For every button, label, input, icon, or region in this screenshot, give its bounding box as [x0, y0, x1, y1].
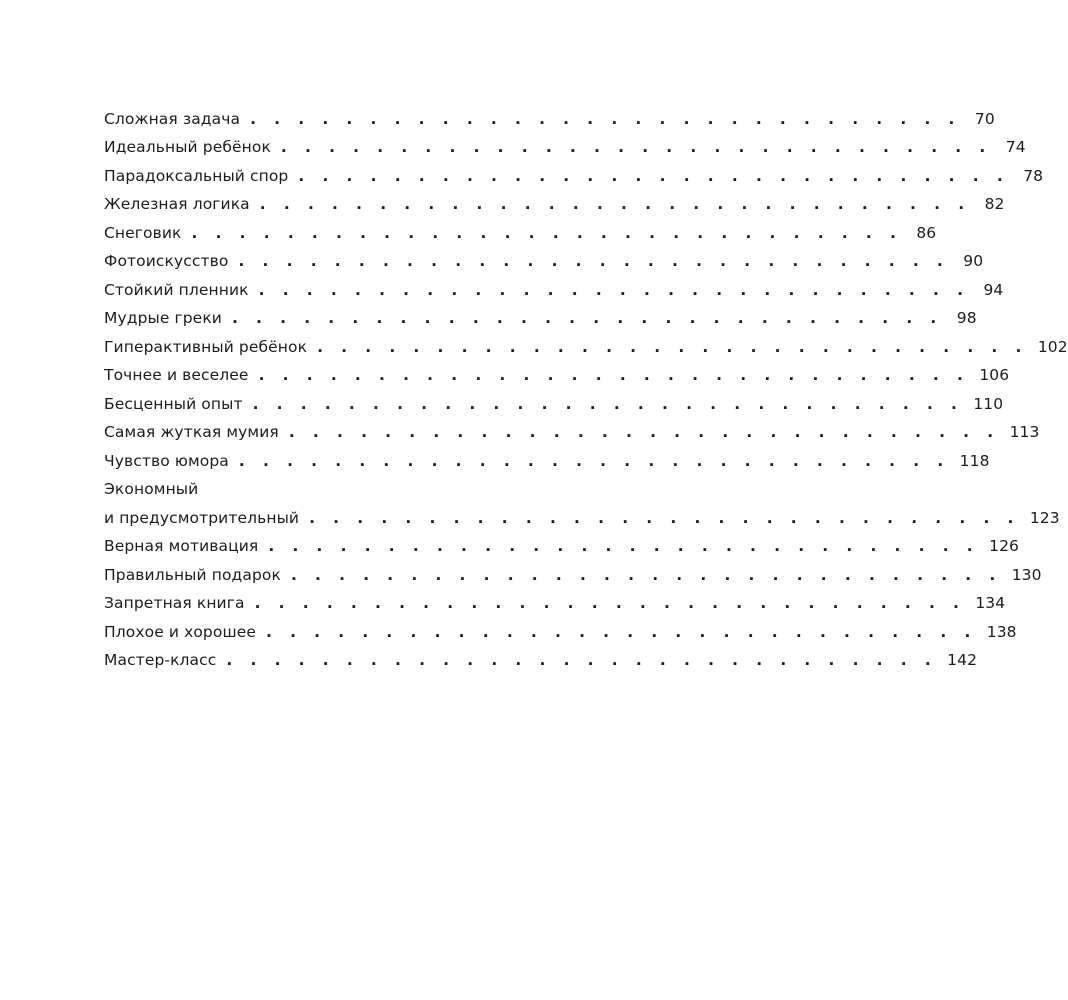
toc-entry-first-line — [104, 471, 476, 500]
toc-entry — [104, 157, 1044, 186]
toc-entry-page: 138 — [986, 622, 1017, 641]
toc-entry-page: 70 — [974, 109, 995, 128]
toc-entry-page: 94 — [983, 280, 1004, 299]
toc-entry-title: Гиперактивный ребёнок — [104, 337, 308, 356]
table-of-contents — [104, 100, 1068, 670]
toc-dot-leader: . . . . . . . . . . . . . . . . . . . . . . . . . . . . . . — [259, 195, 971, 213]
toc-entry-page: 74 — [1005, 138, 1026, 156]
toc-entry-title: Запретная книга — [104, 594, 245, 612]
toc-dot-leader: . . . . . . . . . . . . . . . . . . . . . . . . . . . . . . — [231, 309, 943, 327]
toc-entry — [104, 328, 1068, 357]
toc-entry-page: 142 — [947, 651, 978, 669]
toc-dot-leader: . . . . . . . . . . . . . . . . . . . . . . . . . . . . . . — [317, 337, 1028, 356]
toc-entry-page: 134 — [975, 594, 1006, 612]
toc-entry — [104, 585, 1006, 614]
toc-dot-leader: . . . . . . . . . . . . . . . . . . . . . . . . . . . . . . — [254, 594, 966, 612]
toc-entry-title: Идеальный ребёнок — [104, 138, 271, 156]
toc-entry-title: Плохое и хорошее — [104, 622, 256, 641]
toc-entry-title: Правильный подарок — [104, 565, 281, 584]
toc-entry — [104, 642, 978, 671]
toc-dot-leader: . . . . . . . . . . . . . . . . . . . . . . . . . . . . . . — [258, 366, 970, 384]
toc-entry-page: 126 — [989, 537, 1019, 555]
toc-entry-title: Самая жуткая мумия — [104, 423, 279, 441]
toc-entry — [104, 186, 1005, 215]
toc-dot-leader: . . . . . . . . . . . . . . . . . . . . . . . . . . . . . . — [238, 451, 950, 470]
toc-entry-page: 113 — [1009, 423, 1040, 441]
toc-entry — [104, 271, 1004, 300]
toc-entry — [104, 556, 1042, 585]
toc-dot-leader: . . . . . . . . . . . . . . . . . . . . . . . . . . . . . . — [266, 622, 977, 641]
toc-entry-title: и предусмотрительный — [104, 508, 300, 527]
toc-entry — [104, 129, 1026, 158]
toc-dot-leader: . . . . . . . . . . . . . . . . . . . . . . . . . . . . . . — [268, 537, 980, 555]
toc-dot-leader: . . . . . . . . . . . . . . . . . . . . . . . . . . . . . . — [258, 280, 970, 299]
toc-entry-title: Точнее и веселее — [104, 366, 249, 384]
toc-entry — [104, 528, 1019, 557]
toc-entry — [104, 357, 1010, 386]
toc-entry-title: Мудрые греки — [104, 309, 222, 327]
toc-entry — [104, 414, 1040, 443]
toc-entry-title: Чувство юмора — [104, 451, 229, 470]
toc-entry-title: Парадоксальный спор — [104, 166, 289, 185]
toc-dot-leader: . . . . . . . . . . . . . . . . . . . . . . . . . . . . . . — [238, 252, 950, 270]
toc-entry-title: Стойкий пленник — [104, 280, 249, 299]
toc-entry-page: 102 — [1037, 337, 1068, 356]
toc-entry-page: 90 — [963, 252, 984, 270]
toc-entry-title: Экономный — [104, 480, 199, 498]
toc-dot-leader: . . . . . . . . . . . . . . . . . . . . . . . . . . . . . . — [298, 166, 1010, 185]
toc-dot-leader: . . . . . . . . . . . . . . . . . . . . . . . . . . . . . . — [290, 565, 1002, 584]
toc-entry-page: 98 — [956, 309, 977, 327]
toc-entry — [104, 243, 984, 272]
toc-dot-leader: . . . . . . . . . . . . . . . . . . . . . . . . . . . . . . — [226, 651, 938, 669]
toc-entry-title: Верная мотивация — [104, 537, 259, 555]
toc-dot-leader: . . . . . . . . . . . . . . . . . . . . . . . . . . . . . . — [191, 223, 903, 242]
toc-entry — [104, 613, 1017, 642]
toc-entry — [104, 300, 977, 329]
toc-entry-page: 118 — [959, 451, 990, 470]
toc-entry — [104, 499, 1060, 528]
toc-entry — [104, 214, 937, 243]
toc-dot-leader: . . . . . . . . . . . . . . . . . . . . . . . . . . . . . . — [280, 138, 992, 156]
toc-entry-page: 106 — [979, 366, 1010, 384]
toc-entry-page: 82 — [984, 195, 1005, 213]
toc-entry-title: Сложная задача — [104, 109, 241, 128]
toc-entry-title: Фотоискусство — [104, 252, 229, 270]
toc-entry-page: 86 — [916, 223, 937, 242]
toc-dot-leader: . . . . . . . . . . . . . . . . . . . . . . . . . . . . . . — [309, 508, 1020, 527]
toc-entry-title: Снеговик — [104, 223, 182, 242]
toc-entry — [104, 100, 995, 129]
toc-dot-leader: . . . . . . . . . . . . . . . . . . . . . . . . . . . . . . — [250, 109, 961, 128]
toc-entry-page: 130 — [1011, 565, 1042, 584]
toc-entry-page: 123 — [1029, 508, 1060, 527]
toc-entry — [104, 442, 990, 471]
toc-entry — [104, 385, 1004, 414]
toc-dot-leader: . . . . . . . . . . . . . . . . . . . . . . . . . . . . . . — [252, 394, 964, 413]
toc-entry-title: Мастер-класс — [104, 651, 217, 669]
toc-entry-title: Железная логика — [104, 195, 250, 213]
toc-entry-title: Бесценный опыт — [104, 394, 243, 413]
toc-entry-page: 110 — [973, 394, 1004, 413]
toc-dot-leader: . . . . . . . . . . . . . . . . . . . . . . . . . . . . . . — [288, 423, 1000, 441]
toc-entry-page: 78 — [1023, 166, 1044, 185]
